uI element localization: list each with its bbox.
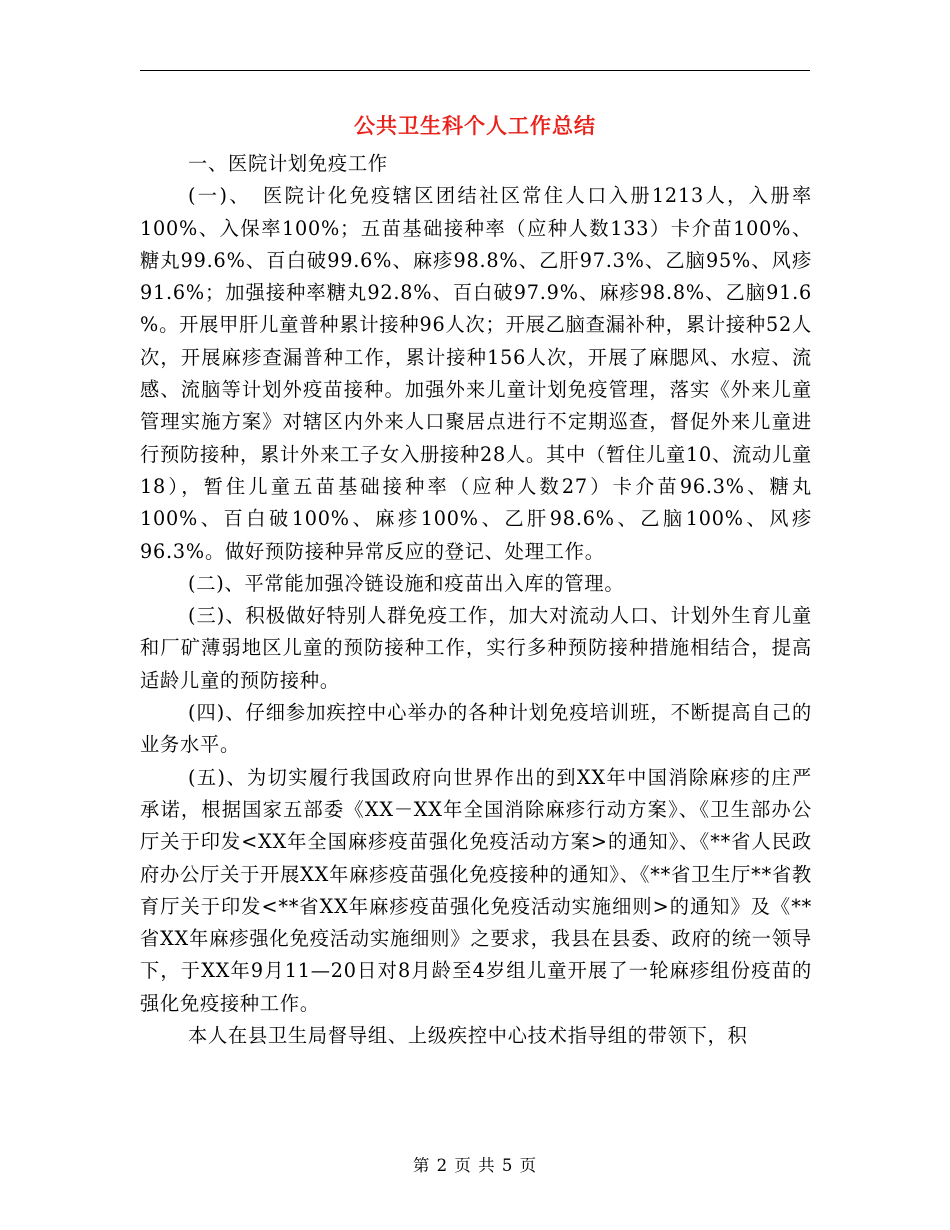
document-body [140,148,812,1052]
paragraph: (二)、平常能加强冷链设施和疫苗出入库的管理。 [188,571,625,595]
paragraph: (一)、 医院计化免疫辖区团结社区常住人口入册1213人，入册率100%、入保率100%；五苗基础接种率（应种人数133）卡介苗100%、糖丸99.6%、百白破99.6%、麻疹98.8%、乙肝97.3%、乙脑95%、风疹91.6%；加强接种率糖丸92.8%、百白破97.9%、麻疹98.8%、乙脑91.6 %。开展甲肝儿童普种累计接种96人次；开展乙脑查漏补种，累计接种52人次，开展麻疹查漏普种工作，累计接种156人次，开展了麻腮风、水痘、流感、流脑等计划外疫苗接种。加强外来儿童计划免疫管理，落实《外来儿童管理实施方案》对辖区内外来人口聚居点进行不定期巡查，督促外来儿童进行预防接种，累计外来工子女入册接种28人。其中（暂住儿童10、流动儿童18），暂住儿童五苗基础接种率（应种人数27）卡介苗96.3%、糖丸100%、百白破100%、麻疹100%、乙肝98.6%、乙脑100%、风疹96.3%。做好预防接种异常反应的登记、处理工作。 [140,184,812,563]
header-rule [140,70,810,71]
paragraph: (四)、仔细参加疾控中心举办的各种计划免疫培训班，不断提高自己的业务水平。 [140,701,812,757]
page-number: 第 2 页 共 5 页 [412,1156,538,1175]
paragraph: (三)、积极做好特别人群免疫工作，加大对流动人口、计划外生育儿童和厂矿薄弱地区儿童的预防接种工作，实行多种预防接种措施相结合，提高适龄儿童的预防接种。 [140,604,812,692]
document-title: 公共卫生科个人工作总结 [354,113,596,138]
section-heading: 一、医院计划免疫工作 [188,152,388,175]
paragraph: 本人在县卫生局督导组、上级疾控中心技术指导组的带领下，积 [188,1024,748,1048]
paragraph: (五)、为切实履行我国政府向世界作出的到XX年中国消除麻疹的庄严承诺，根据国家五部委《XX－XX年全国消除麻疹行动方案》、《卫生部办公厅关于印发<XX年全国麻疹疫苗强化免疫活动方案>的通知》、《**省人民政府办公厅关于开展XX年麻疹疫苗强化免疫接种的通知》、《**省卫生厅**省教育厅关于印发<**省XX年麻疹疫苗强化免疫活动实施细则>的通知》及《**省XX年麻疹强化免疫活动实施细则》之要求，我县在县委、政府的统一领导下，于XX年9月11—20日对8月龄至4岁组儿童开展了一轮麻疹组份疫苗的强化免疫接种工作。 [140,765,812,1015]
